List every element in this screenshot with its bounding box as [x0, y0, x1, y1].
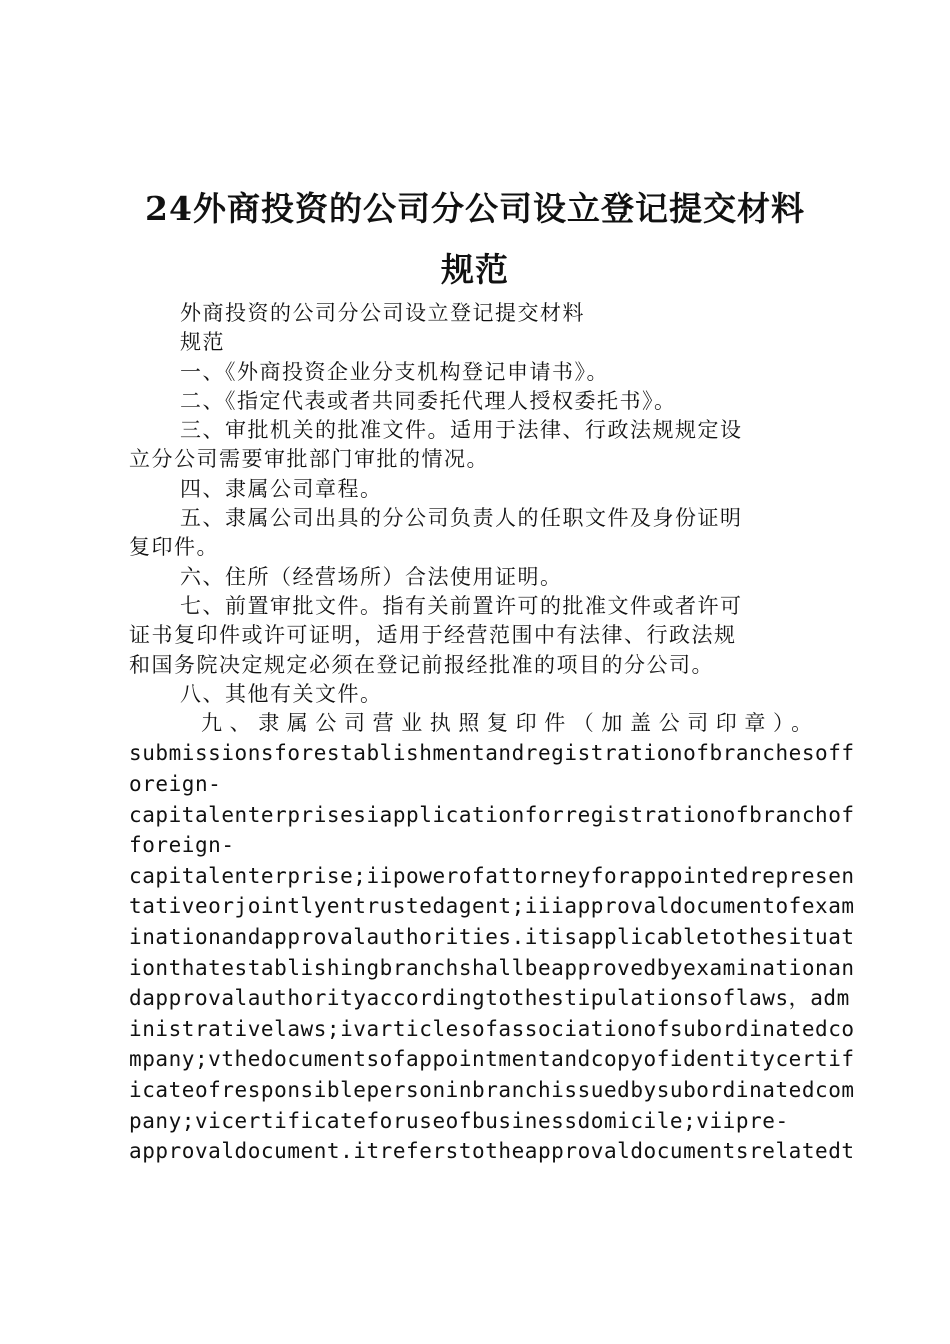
item-5-line-1: 五、隶属公司出具的分公司负责人的任职文件及身份证明: [180, 506, 743, 531]
english-line-14: approvaldocument.itreferstotheapprovaldocumentsrelatedt: [129, 1139, 855, 1164]
item-7-line-2: 证书复印件或许可证明，适用于经营范围中有法律、行政法规: [129, 623, 737, 648]
english-line-2: oreign-: [129, 772, 222, 797]
document-title-line-1: 24外商投资的公司分公司设立登记提交材料: [145, 189, 805, 228]
english-line-8: ionthatestablishingbranchshallbeapprovedbyexaminationan: [129, 955, 855, 980]
english-line-13: pany;vicertificateforuseofbusinessdomicile;viipre-: [129, 1108, 789, 1133]
english-line-5: capitalenterprise;iipowerofattorneyforappointedrepresen: [129, 863, 855, 888]
item-4: 四、隶属公司章程。: [180, 476, 383, 501]
document-body: [129, 299, 855, 1167]
english-line-10: inistrativelaws;ivarticlesofassociationofsubordinatedco: [129, 1016, 855, 1041]
english-line-12: icateofresponsiblepersoninbranchissuedbysubordinatedcom: [129, 1077, 855, 1102]
item-9: 九、隶属公司营业执照复印件（加盖公司印章）。: [201, 711, 820, 736]
document-title-line-2: 规范: [441, 250, 509, 289]
english-line-1: submissionsforestablishmentandregistrationofbranchesoff: [129, 741, 855, 766]
item-1: 一、《外商投资企业分支机构登记申请书》。: [180, 359, 609, 384]
english-line-7: inationandapprovalauthorities.itisapplicabletothesituat: [129, 925, 855, 950]
intro-line-1: 外商投资的公司分公司设立登记提交材料: [180, 301, 585, 325]
item-2: 二、《指定代表或者共同委托代理人授权委托书》。: [180, 388, 677, 413]
item-6: 六、住所（经营场所）合法使用证明。: [180, 564, 563, 589]
item-7-line-1: 七、前置审批文件。指有关前置许可的批准文件或者许可: [180, 593, 743, 618]
item-3-line-2: 立分公司需要审批部门审批的情况。: [129, 447, 489, 472]
english-line-4: foreign-: [129, 833, 235, 858]
item-7-line-3: 和国务院决定规定必须在登记前报经批准的项目的分公司。: [129, 652, 714, 677]
intro-line-2: 规范: [180, 330, 225, 355]
english-line-11: mpany;vthedocumentsofappointmentandcopyofidentitycertif: [129, 1047, 855, 1072]
item-5-line-2: 复印件。: [129, 535, 219, 560]
english-line-3: capitalenterprisesiapplicationforregistrationofbranchof: [129, 802, 855, 827]
english-line-9: dapprovalauthorityaccordingtothestipulationsoflaws，adm: [129, 986, 850, 1011]
item-8: 八、其他有关文件。: [180, 681, 383, 706]
item-3-line-1: 三、审批机关的批准文件。适用于法律、行政法规规定设: [180, 418, 743, 443]
english-line-6: tativeorjointlyentrustedagent;iiiapprovaldocumentofexam: [129, 894, 855, 919]
